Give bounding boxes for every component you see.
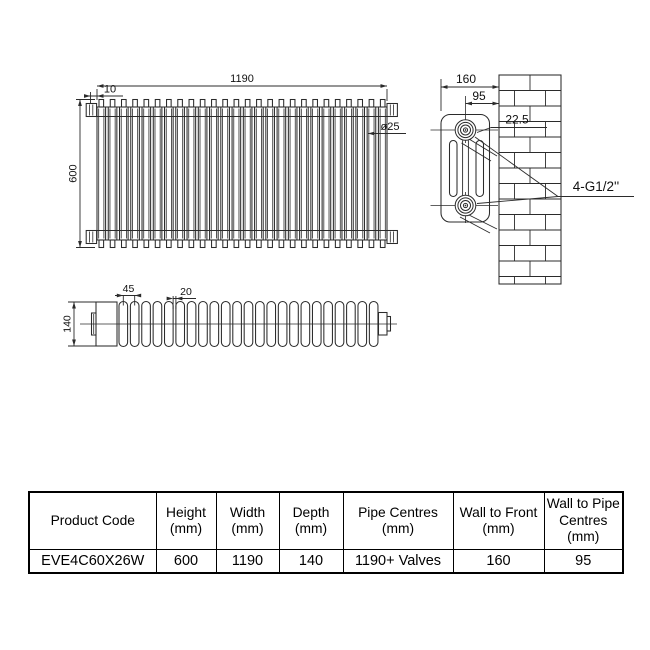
- dim-connections-label: 4-G1/2'': [572, 179, 620, 194]
- spec-table: [28, 491, 624, 574]
- column-tube: [97, 107, 106, 240]
- column-tube: [165, 107, 174, 240]
- column-tube: [198, 107, 207, 240]
- header-line: Wall to Pipe: [546, 496, 620, 512]
- header-line: (mm): [231, 521, 264, 536]
- column-tube: [288, 107, 297, 240]
- pipe-connection-centre: [465, 129, 467, 131]
- column-top-cap: [133, 100, 138, 108]
- column-top-cap: [110, 100, 115, 108]
- col-header-height: [156, 492, 216, 550]
- header-line: Pipe Centres: [358, 504, 438, 520]
- dim-gap-label: 20: [180, 286, 192, 298]
- column-top-cap: [155, 100, 160, 108]
- column-bottom-cap: [167, 240, 172, 248]
- dim-tube-dia-label: ø25: [380, 121, 400, 133]
- table-row: [29, 550, 623, 574]
- column-bottom-cap: [99, 240, 104, 248]
- column-bottom-cap: [178, 240, 183, 248]
- column-bottom-cap: [234, 240, 239, 248]
- column-bottom-cap: [313, 240, 318, 248]
- column-top-cap: [257, 100, 262, 108]
- column-tube: [322, 107, 331, 240]
- column-bottom-cap: [245, 240, 250, 248]
- column-bottom-cap: [133, 240, 138, 248]
- side-column-slot: [450, 141, 458, 197]
- column-top-cap: [167, 100, 172, 108]
- column-tube: [187, 107, 196, 240]
- pipe-bushing: [86, 104, 96, 117]
- front-view: [68, 73, 407, 248]
- column-tube: [333, 107, 342, 240]
- column-bottom-cap: [110, 240, 115, 248]
- column-tube: [210, 107, 219, 240]
- column-bottom-cap: [290, 240, 295, 248]
- bracket-line: [460, 217, 490, 233]
- column-tube: [311, 107, 320, 240]
- column-tube: [277, 107, 286, 240]
- col-header-width: [216, 492, 279, 550]
- dim-arrow: [381, 84, 388, 88]
- column-top-cap: [358, 100, 363, 108]
- side-column-slot: [476, 141, 484, 197]
- dim-pipe-offset-label: 22.5: [505, 112, 529, 127]
- pipe-bushing: [387, 104, 397, 117]
- column-tube: [176, 107, 185, 240]
- col-header-product_code: [29, 492, 156, 550]
- top-view: [62, 283, 398, 347]
- cell-wall_to_front: 160: [453, 550, 544, 574]
- column-bottom-cap: [268, 240, 273, 248]
- dim-wall-to-pipe-label: 95: [472, 89, 486, 103]
- column-tube: [221, 107, 230, 240]
- column-top-cap: [313, 100, 318, 108]
- pipe-bushing: [86, 231, 96, 244]
- header-line: Product Code: [50, 512, 135, 528]
- cell-height: 600: [156, 550, 216, 574]
- dim-arrow: [135, 294, 142, 298]
- column-top-cap: [99, 100, 104, 108]
- column-bottom-cap: [223, 240, 228, 248]
- dim-wall-to-front-label: 160: [455, 72, 477, 86]
- dim-arrow: [84, 94, 91, 98]
- column-top-cap: [212, 100, 217, 108]
- side-view: [431, 72, 635, 284]
- dim-height-label: 600: [67, 164, 80, 183]
- column-tube: [108, 107, 117, 240]
- cell-pipe_centres: 1190+ Valves: [343, 550, 453, 574]
- pipe-connection-centre: [465, 205, 467, 207]
- column-bottom-cap: [358, 240, 363, 248]
- column-top-cap: [268, 100, 273, 108]
- dim-pitch-label: 45: [122, 283, 135, 295]
- column-tube: [367, 107, 376, 240]
- dim-arrow: [466, 102, 473, 106]
- dim-depth-label: 140: [61, 315, 74, 333]
- header-line: Height: [166, 504, 206, 520]
- pipe-bushing: [387, 231, 397, 244]
- col-header-wall_to_pipe_centres: [544, 492, 623, 550]
- dim-inset-label: 10: [103, 83, 117, 96]
- column-tube: [153, 107, 162, 240]
- column-top-cap: [245, 100, 250, 108]
- column-tube: [243, 107, 252, 240]
- column-bottom-cap: [302, 240, 307, 248]
- column-tube: [255, 107, 264, 240]
- column-top-cap: [302, 100, 307, 108]
- column-bottom-cap: [324, 240, 329, 248]
- dim-arrow: [441, 85, 448, 89]
- column-tube: [142, 107, 151, 240]
- column-bottom-cap: [189, 240, 194, 248]
- header-line: (mm): [567, 529, 600, 545]
- header-line: Centres: [559, 512, 608, 528]
- header-line: (mm): [381, 521, 415, 536]
- dim-arrow: [167, 297, 174, 301]
- column-bottom-cap: [200, 240, 205, 248]
- column-top-cap: [335, 100, 340, 108]
- column-top-cap: [369, 100, 374, 108]
- col-header-pipe_centres: [343, 492, 453, 550]
- dim-arrow: [493, 85, 500, 89]
- dim-width-label: 1190: [230, 73, 254, 85]
- column-tube: [131, 107, 140, 240]
- column-tube: [266, 107, 275, 240]
- cell-width: 1190: [216, 550, 279, 574]
- column-top-cap: [200, 100, 205, 108]
- dim-arrow: [72, 340, 76, 347]
- column-top-cap: [380, 100, 385, 108]
- column-bottom-cap: [257, 240, 262, 248]
- column-top-cap: [290, 100, 295, 108]
- column-tube: [345, 107, 354, 240]
- column-bottom-cap: [279, 240, 284, 248]
- dim-arrow: [72, 302, 76, 309]
- header-line: (mm): [169, 521, 203, 536]
- column-bottom-cap: [380, 240, 385, 248]
- column-top-cap: [223, 100, 228, 108]
- column-bottom-cap: [212, 240, 217, 248]
- dim-arrow: [78, 241, 82, 248]
- column-top-cap: [324, 100, 329, 108]
- column-bottom-cap: [144, 240, 149, 248]
- column-top-cap: [347, 100, 352, 108]
- column-top-cap: [189, 100, 194, 108]
- column-tube: [232, 107, 241, 240]
- column-tube: [300, 107, 309, 240]
- dim-arrow: [493, 102, 500, 106]
- cell-product_code: EVE4C60X26W: [29, 550, 156, 574]
- column-top-cap: [234, 100, 239, 108]
- header-line: Width: [229, 504, 266, 520]
- dim-arrow: [78, 100, 82, 107]
- cell-depth: 140: [279, 550, 343, 574]
- dim-arrow: [97, 84, 104, 88]
- cell-wall_to_pipe_centres: 95: [544, 550, 623, 574]
- column-top-cap: [178, 100, 183, 108]
- column-bottom-cap: [347, 240, 352, 248]
- dim-arrow: [97, 94, 104, 98]
- header-line: Depth: [292, 504, 330, 520]
- column-top-cap: [144, 100, 149, 108]
- header-line: (mm): [294, 521, 328, 536]
- column-top-cap: [279, 100, 284, 108]
- column-top-cap: [122, 100, 127, 108]
- col-header-depth: [279, 492, 343, 550]
- column-bottom-cap: [369, 240, 374, 248]
- col-header-wall_to_front: [453, 492, 544, 550]
- column-tube: [120, 107, 129, 240]
- header-line: Wall to Front: [459, 504, 538, 520]
- column-bottom-cap: [155, 240, 160, 248]
- column-bottom-cap: [335, 240, 340, 248]
- header-line: (mm): [482, 521, 515, 536]
- column-tube: [356, 107, 365, 240]
- column-bottom-cap: [122, 240, 127, 248]
